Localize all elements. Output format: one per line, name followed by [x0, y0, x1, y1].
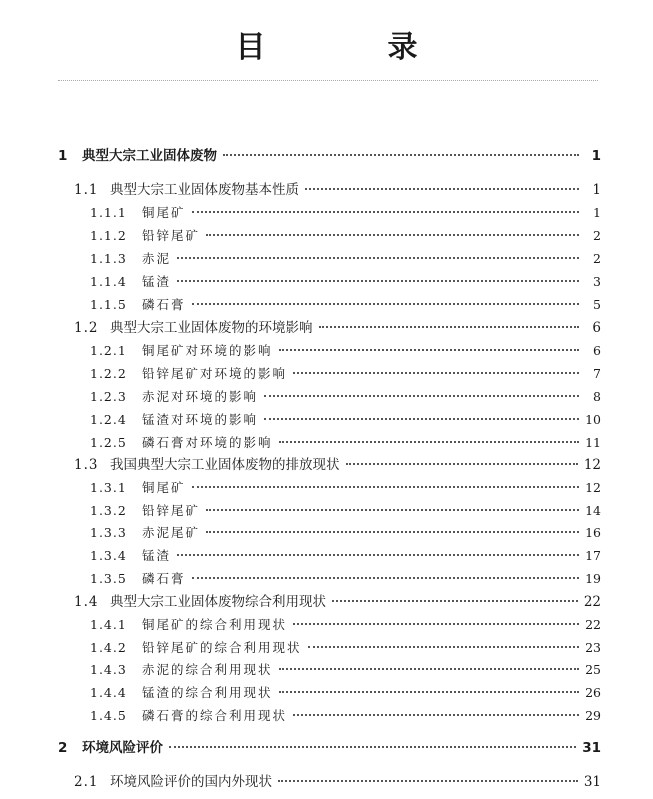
toc-entry-page-number: 25 [585, 662, 601, 677]
toc-entry-level-3[interactable] [90, 479, 601, 497]
dot-leader [206, 509, 579, 511]
toc-entry-page-number: 1 [591, 148, 601, 164]
dot-leader [264, 395, 579, 397]
toc-entry-level-3[interactable] [90, 388, 601, 406]
dot-leader [346, 463, 578, 465]
toc-entry-title: 锰渣 [142, 274, 172, 289]
toc-entry-level-3[interactable] [90, 411, 601, 429]
toc-entry-number: 1.1.2 [90, 228, 127, 243]
dot-leader [279, 441, 579, 443]
toc-entry-page-number: 1 [592, 182, 601, 198]
toc-entry-title: 磷石膏的综合利用现状 [142, 708, 288, 723]
toc-entry-number: 1.2.3 [90, 389, 127, 404]
toc-entry-page-number: 3 [593, 274, 601, 289]
toc-entry-level-1[interactable] [58, 147, 601, 165]
dot-leader [279, 668, 579, 670]
toc-entry-title: 铜尾矿的综合利用现状 [142, 617, 288, 632]
toc-entry-number: 1.2.2 [90, 366, 127, 381]
toc-entry-title: 典型大宗工业固体废物 [82, 148, 217, 164]
toc-entry-level-3[interactable] [90, 502, 601, 520]
dot-leader [332, 600, 578, 602]
dot-leader [177, 257, 579, 259]
toc-entry-page-number: 7 [593, 366, 601, 381]
toc-entry-title: 环境风险评价的国内外现状 [110, 774, 272, 790]
toc-entry-page-number: 6 [593, 343, 601, 358]
toc-entry-level-3[interactable] [90, 684, 601, 702]
dot-leader [264, 418, 579, 420]
toc-entry-title: 铜尾矿对环境的影响 [142, 343, 273, 358]
toc-entry-page-number: 17 [585, 548, 601, 563]
toc-entry-level-3[interactable] [90, 570, 601, 588]
toc-entry-number: 1.3.3 [90, 525, 127, 540]
toc-entry-title: 铅锌尾矿 [142, 228, 201, 243]
toc-entry-level-1[interactable] [58, 739, 601, 757]
dot-leader [279, 349, 579, 351]
toc-entry-page-number: 26 [585, 685, 601, 700]
toc-entry-level-3[interactable] [90, 434, 601, 452]
toc-entry-page-number: 12 [583, 457, 601, 473]
toc-entry-title: 铜尾矿 [142, 205, 186, 220]
toc-entry-level-3[interactable] [90, 296, 601, 314]
toc-entry-number: 1.4.3 [90, 662, 127, 677]
toc-entry-number: 2.1 [74, 774, 99, 790]
toc-entry-page-number: 29 [585, 708, 601, 723]
toc-entry-number: 1.1.5 [90, 297, 127, 312]
toc-entry-number: 1.4.5 [90, 708, 127, 723]
toc-entry-level-3[interactable] [90, 707, 601, 725]
toc-entry-level-3[interactable] [90, 616, 601, 634]
toc-entry-number: 1.3.1 [90, 480, 127, 495]
toc-entry-page-number: 22 [585, 617, 601, 632]
toc-entry-number: 1.3 [74, 457, 99, 473]
toc-entry-number: 1.1.3 [90, 251, 127, 266]
toc-entry-page-number: 11 [585, 435, 601, 450]
toc-entry-page-number: 19 [585, 571, 601, 586]
dot-leader [177, 554, 579, 556]
toc-entry-title: 赤泥 [142, 251, 172, 266]
toc-entry-number: 1.3.2 [90, 503, 127, 518]
toc-entry-number: 1.4.2 [90, 640, 127, 655]
toc-entry-page-number: 6 [592, 320, 601, 336]
toc-entry-page-number: 12 [585, 480, 601, 495]
toc-entry-level-3[interactable] [90, 227, 601, 245]
toc-entry-level-3[interactable] [90, 250, 601, 268]
toc-entry-page-number: 8 [593, 389, 601, 404]
toc-entry-level-3[interactable] [90, 524, 601, 542]
toc-entry-number: 1.2.5 [90, 435, 127, 450]
toc-entry-title: 锰渣的综合利用现状 [142, 685, 273, 700]
toc-entry-title: 我国典型大宗工业固体废物的排放现状 [110, 457, 340, 473]
toc-entry-title: 典型大宗工业固体废物的环境影响 [110, 320, 313, 336]
toc-entry-title: 锰渣对环境的影响 [142, 412, 259, 427]
toc-entry-title: 赤泥的综合利用现状 [142, 662, 273, 677]
toc-entry-number: 1.4 [74, 594, 99, 610]
toc-entry-number: 1.2.4 [90, 412, 127, 427]
toc-entry-level-2[interactable] [74, 593, 601, 611]
toc-entry-title: 铜尾矿 [142, 480, 186, 495]
toc-entry-level-3[interactable] [90, 365, 601, 383]
toc-entry-number: 1.1 [74, 182, 99, 198]
toc-entry-title: 锰渣 [142, 548, 172, 563]
dot-leader [293, 623, 579, 625]
dot-leader [223, 154, 579, 156]
toc-entry-number: 1.3.5 [90, 571, 127, 586]
dot-leader [192, 577, 579, 579]
toc-entry-level-3[interactable] [90, 639, 601, 657]
toc-entry-number: 1.2 [74, 320, 99, 336]
dot-leader [308, 646, 579, 648]
toc-entry-level-2[interactable] [74, 773, 601, 791]
toc-entry-page-number: 16 [585, 525, 601, 540]
toc-entry-title: 环境风险评价 [82, 740, 163, 756]
toc-entry-level-2[interactable] [74, 319, 601, 337]
toc-entry-number: 1.3.4 [90, 548, 127, 563]
toc-entry-title: 典型大宗工业固体废物综合利用现状 [110, 594, 326, 610]
toc-entry-page-number: 5 [593, 297, 601, 312]
toc-entry-number: 1.4.1 [90, 617, 127, 632]
toc-entry-level-3[interactable] [90, 547, 601, 565]
toc-entry-title: 典型大宗工业固体废物基本性质 [110, 182, 299, 198]
toc-entry-page-number: 2 [593, 228, 601, 243]
toc-entry-number: 1.1.1 [90, 205, 127, 220]
toc-entry-number: 1.2.1 [90, 343, 127, 358]
toc-entry-number: 1.4.4 [90, 685, 127, 700]
toc-entry-page-number: 31 [582, 740, 601, 756]
dot-leader [279, 691, 579, 693]
page-title: 目 录 [235, 30, 464, 65]
toc-entry-title: 磷石膏 [142, 297, 186, 312]
toc-entry-level-2[interactable] [74, 181, 601, 199]
toc-entry-title: 铅锌尾矿 [142, 503, 201, 518]
dot-leader [206, 234, 579, 236]
dot-leader [278, 780, 578, 782]
toc-entry-page-number: 14 [585, 503, 601, 518]
dot-leader [293, 372, 579, 374]
toc-entry-level-2[interactable] [74, 456, 601, 474]
dot-leader [305, 188, 579, 190]
dot-leader [177, 280, 579, 282]
dot-leader [192, 486, 579, 488]
toc-entry-page-number: 2 [593, 251, 601, 266]
toc-entry-title: 赤泥对环境的影响 [142, 389, 259, 404]
toc-entry-level-3[interactable] [90, 661, 601, 679]
toc-entry-level-3[interactable] [90, 204, 601, 222]
toc-entry-page-number: 31 [583, 774, 601, 790]
toc-entry-number: 2 [58, 740, 68, 756]
toc-entry-title: 磷石膏对环境的影响 [142, 435, 273, 450]
toc-entry-page-number: 23 [585, 640, 601, 655]
dot-leader [319, 326, 580, 328]
toc-entry-title: 赤泥尾矿 [142, 525, 201, 540]
toc-entry-page-number: 1 [593, 205, 601, 220]
toc-entry-page-number: 10 [585, 412, 601, 427]
toc-entry-level-3[interactable] [90, 273, 601, 291]
toc-entry-title: 磷石膏 [142, 571, 186, 586]
dot-leader [293, 714, 579, 716]
dot-leader [206, 531, 579, 533]
toc-entry-level-3[interactable] [90, 342, 601, 360]
toc-entry-number: 1.1.4 [90, 274, 127, 289]
dot-leader [169, 746, 576, 748]
toc-entry-title: 铅锌尾矿的综合利用现状 [142, 640, 302, 655]
toc-entry-page-number: 22 [583, 594, 601, 610]
dot-leader [192, 211, 579, 213]
toc-entry-title: 铅锌尾矿对环境的影响 [142, 366, 288, 381]
dot-leader [192, 303, 579, 305]
toc-entry-number: 1 [58, 148, 68, 164]
